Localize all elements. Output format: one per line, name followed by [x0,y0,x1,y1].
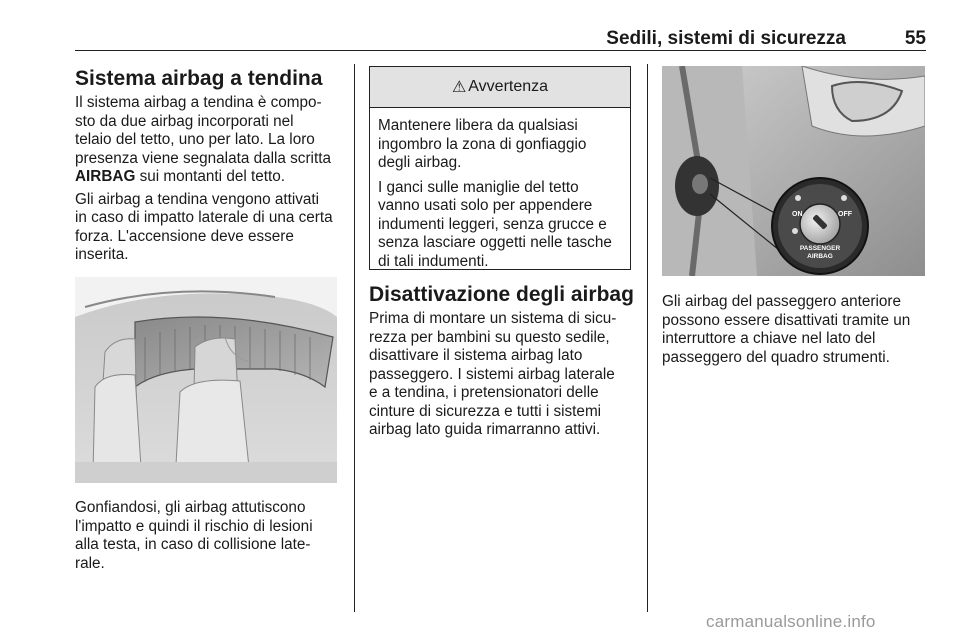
curtain-airbag-para-1: Il sistema airbag a tendina è compo- sto da due airbag incorporati nel telaio del tetto, uno per lato. La loro presenza viene segnalata dalla scritta AIRBAG sui montanti del tetto. [75,94,331,185]
column-divider-1 [354,64,355,612]
warning-header [370,67,630,108]
site-watermark: carmanualsonline.info [706,612,876,631]
car-interior-illustration [75,277,337,483]
curtain-airbag-para-2: Gli airbag a tendina vengono attivati in caso di impatto laterale di una certa forza. L'accensione deve essere inserita. [75,190,333,263]
warning-box [369,66,631,270]
curtain-airbag-heading: Sistema airbag a tendina [75,67,323,90]
page-number: 55 [904,28,926,49]
warning-title: Avvertenza [468,78,549,95]
switch-airbag-label: AIRBAG [807,253,833,260]
curtain-airbag-text [75,94,347,269]
airbag-on-icon [795,195,801,201]
column-divider-2 [647,64,648,612]
child-seat-icon [792,228,798,234]
warning-body: Mantenere libera da qualsiasi ingombro la zona di gonfiaggio degli airbag. I ganci sulle maniglie del tetto vanno usati solo per appendere indumenti leggeri, senza grucce e senza lasciare oggetti nelle tasche di tali indumenti. [378,117,612,270]
curtain-airbag-illustration [75,277,337,483]
airbag-off-icon [841,195,847,201]
page-header [75,26,926,51]
dashboard-switch-illustration [662,66,925,276]
switch-on-label: ON [792,211,803,218]
switch-off-label: OFF [838,211,852,218]
airbag-switch-photo [662,66,925,276]
curtain-airbag-caption: Gonfiandosi, gli airbag attutiscono l'impatto e quindi il rischio di lesioni alla testa, in caso di collisione late- rale. [75,499,313,572]
deactivation-heading: Disattivazione degli airbag [369,283,634,306]
switch-text: Gli airbag del passeggero anteriore possono essere disattivati tramite un interruttore a chiave nel lato del passeggero del quadro strumenti. [662,293,911,366]
switch-passenger-label: PASSENGER [799,245,841,252]
section-title: Sedili, sistemi di sicurezza [606,28,846,49]
airbag-label: AIRBAG [75,168,136,185]
warning-triangle-icon: ⚠ [451,79,467,96]
deactivation-text: Prima di montare un sistema di sicu- rezza per bambini su questo sedile, disattivare il sistema airbag lato passeggero. I sistemi airbag laterale e a tendina, i pretensionatori delle cinture di sicurezza e tutti i sistemi airbag lato guida rimarranno attivi. [369,310,617,438]
